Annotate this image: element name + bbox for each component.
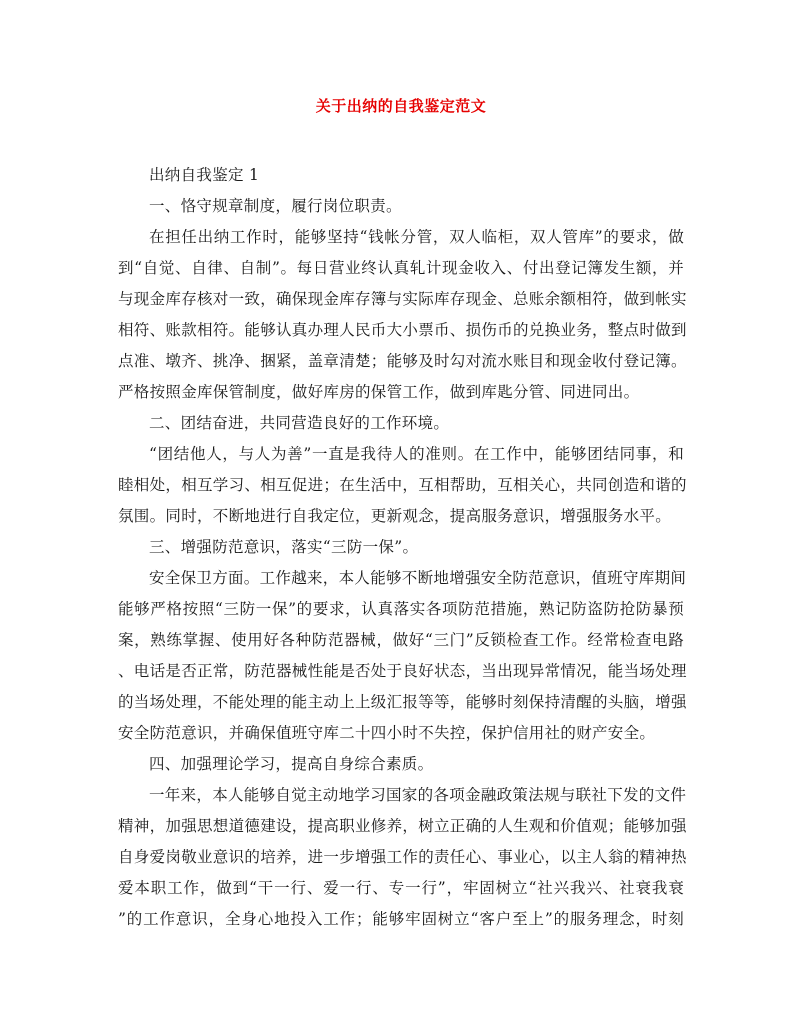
section-heading: 四、加强理论学习，提高自身综合素质。 — [149, 755, 434, 773]
body-line: “团结他人，与人为善”一直是我待人的准则。在工作中，能够团结同事，和 — [149, 445, 684, 463]
body-line: 睦相处，相互学习、相互促进；在生活中，互相帮助，互相关心，共同创造和谐的 — [118, 476, 687, 494]
body-line: 精神，加强思想道德建设，提高职业修养，树立正确的人生观和价值观；能够加强 — [118, 817, 687, 835]
body-line: 与现金库存核对一致，确保现金库存簿与实际库存现金、总账余额相符，做到帐实 — [118, 290, 687, 308]
body-line: 能够严格按照“三防一保”的要求，认真落实各项防范措施，熟记防盗防抢防暴预 — [118, 600, 684, 618]
body-line: 爱本职工作，做到“干一行、爱一行、专一行”，牢固树立“社兴我兴、社衰我衰 — [118, 879, 684, 897]
body-line: 、电话是否正常，防范器械性能是否处于良好状态，当出现异常情况，能当场处理 — [118, 662, 687, 680]
body-line: 的当场处理，不能处理的能主动上上级汇报等等，能够时刻保持清醒的头脑，增强 — [118, 693, 687, 711]
section-heading: 出纳自我鉴定 1 — [149, 166, 260, 184]
section-heading: 三、增强防范意识，落实“三防一保”。 — [149, 538, 419, 556]
body-line: 相符、账款相符。能够认真办理人民币大小票币、损伤币的兑换业务，整点时做到 — [118, 321, 687, 339]
body-line: 点准、墩齐、挑净、捆紧，盖章清楚；能够及时勾对流水账目和现金收付登记簿。 — [118, 352, 687, 370]
document-page — [118, 96, 687, 935]
document-title: 关于出纳的自我鉴定范文 — [315, 97, 487, 115]
body-line: 氛围。同时，不断地进行自我定位，更新观念，提高服务意识，增强服务水平。 — [118, 507, 672, 525]
body-line: 安全保卫方面。工作越来，本人能够不断地增强安全防范意识，值班守库期间 — [149, 569, 687, 587]
body-line: 到“自觉、自律、自制”。每日营业终认真轧计现金收入、付出登记簿发生额，并 — [118, 259, 684, 277]
body-line: ”的工作意识，全身心地投入工作；能够牢固树立“客户至上”的服务理念，时刻 — [118, 910, 684, 928]
body-line: 严格按照金库保管制度，做好库房的保管工作，做到库匙分管、同进同出。 — [118, 383, 640, 401]
body-line: 自身爱岗敬业意识的培养，进一步增强工作的责任心、事业心，以主人翁的精神热 — [118, 848, 687, 866]
body-line: 案，熟练掌握、使用好各种防范器械，做好“三门”反锁检查工作。经常检查电路 — [118, 631, 684, 649]
body-line: 在担任出纳工作时，能够坚持“钱帐分管，双人临柜，双人管库”的要求，做 — [149, 228, 684, 246]
body-line: 一年来，本人能够自觉主动地学习国家的各项金融政策法规与联社下发的文件 — [149, 786, 687, 804]
section-heading: 二、团结奋进，共同营造良好的工作环境。 — [149, 414, 450, 432]
body-line: 安全防范意识，并确保值班守库二十四小时不失控，保护信用社的财产安全。 — [118, 724, 656, 742]
section-heading: 一、恪守规章制度，履行岗位职责。 — [149, 197, 402, 215]
